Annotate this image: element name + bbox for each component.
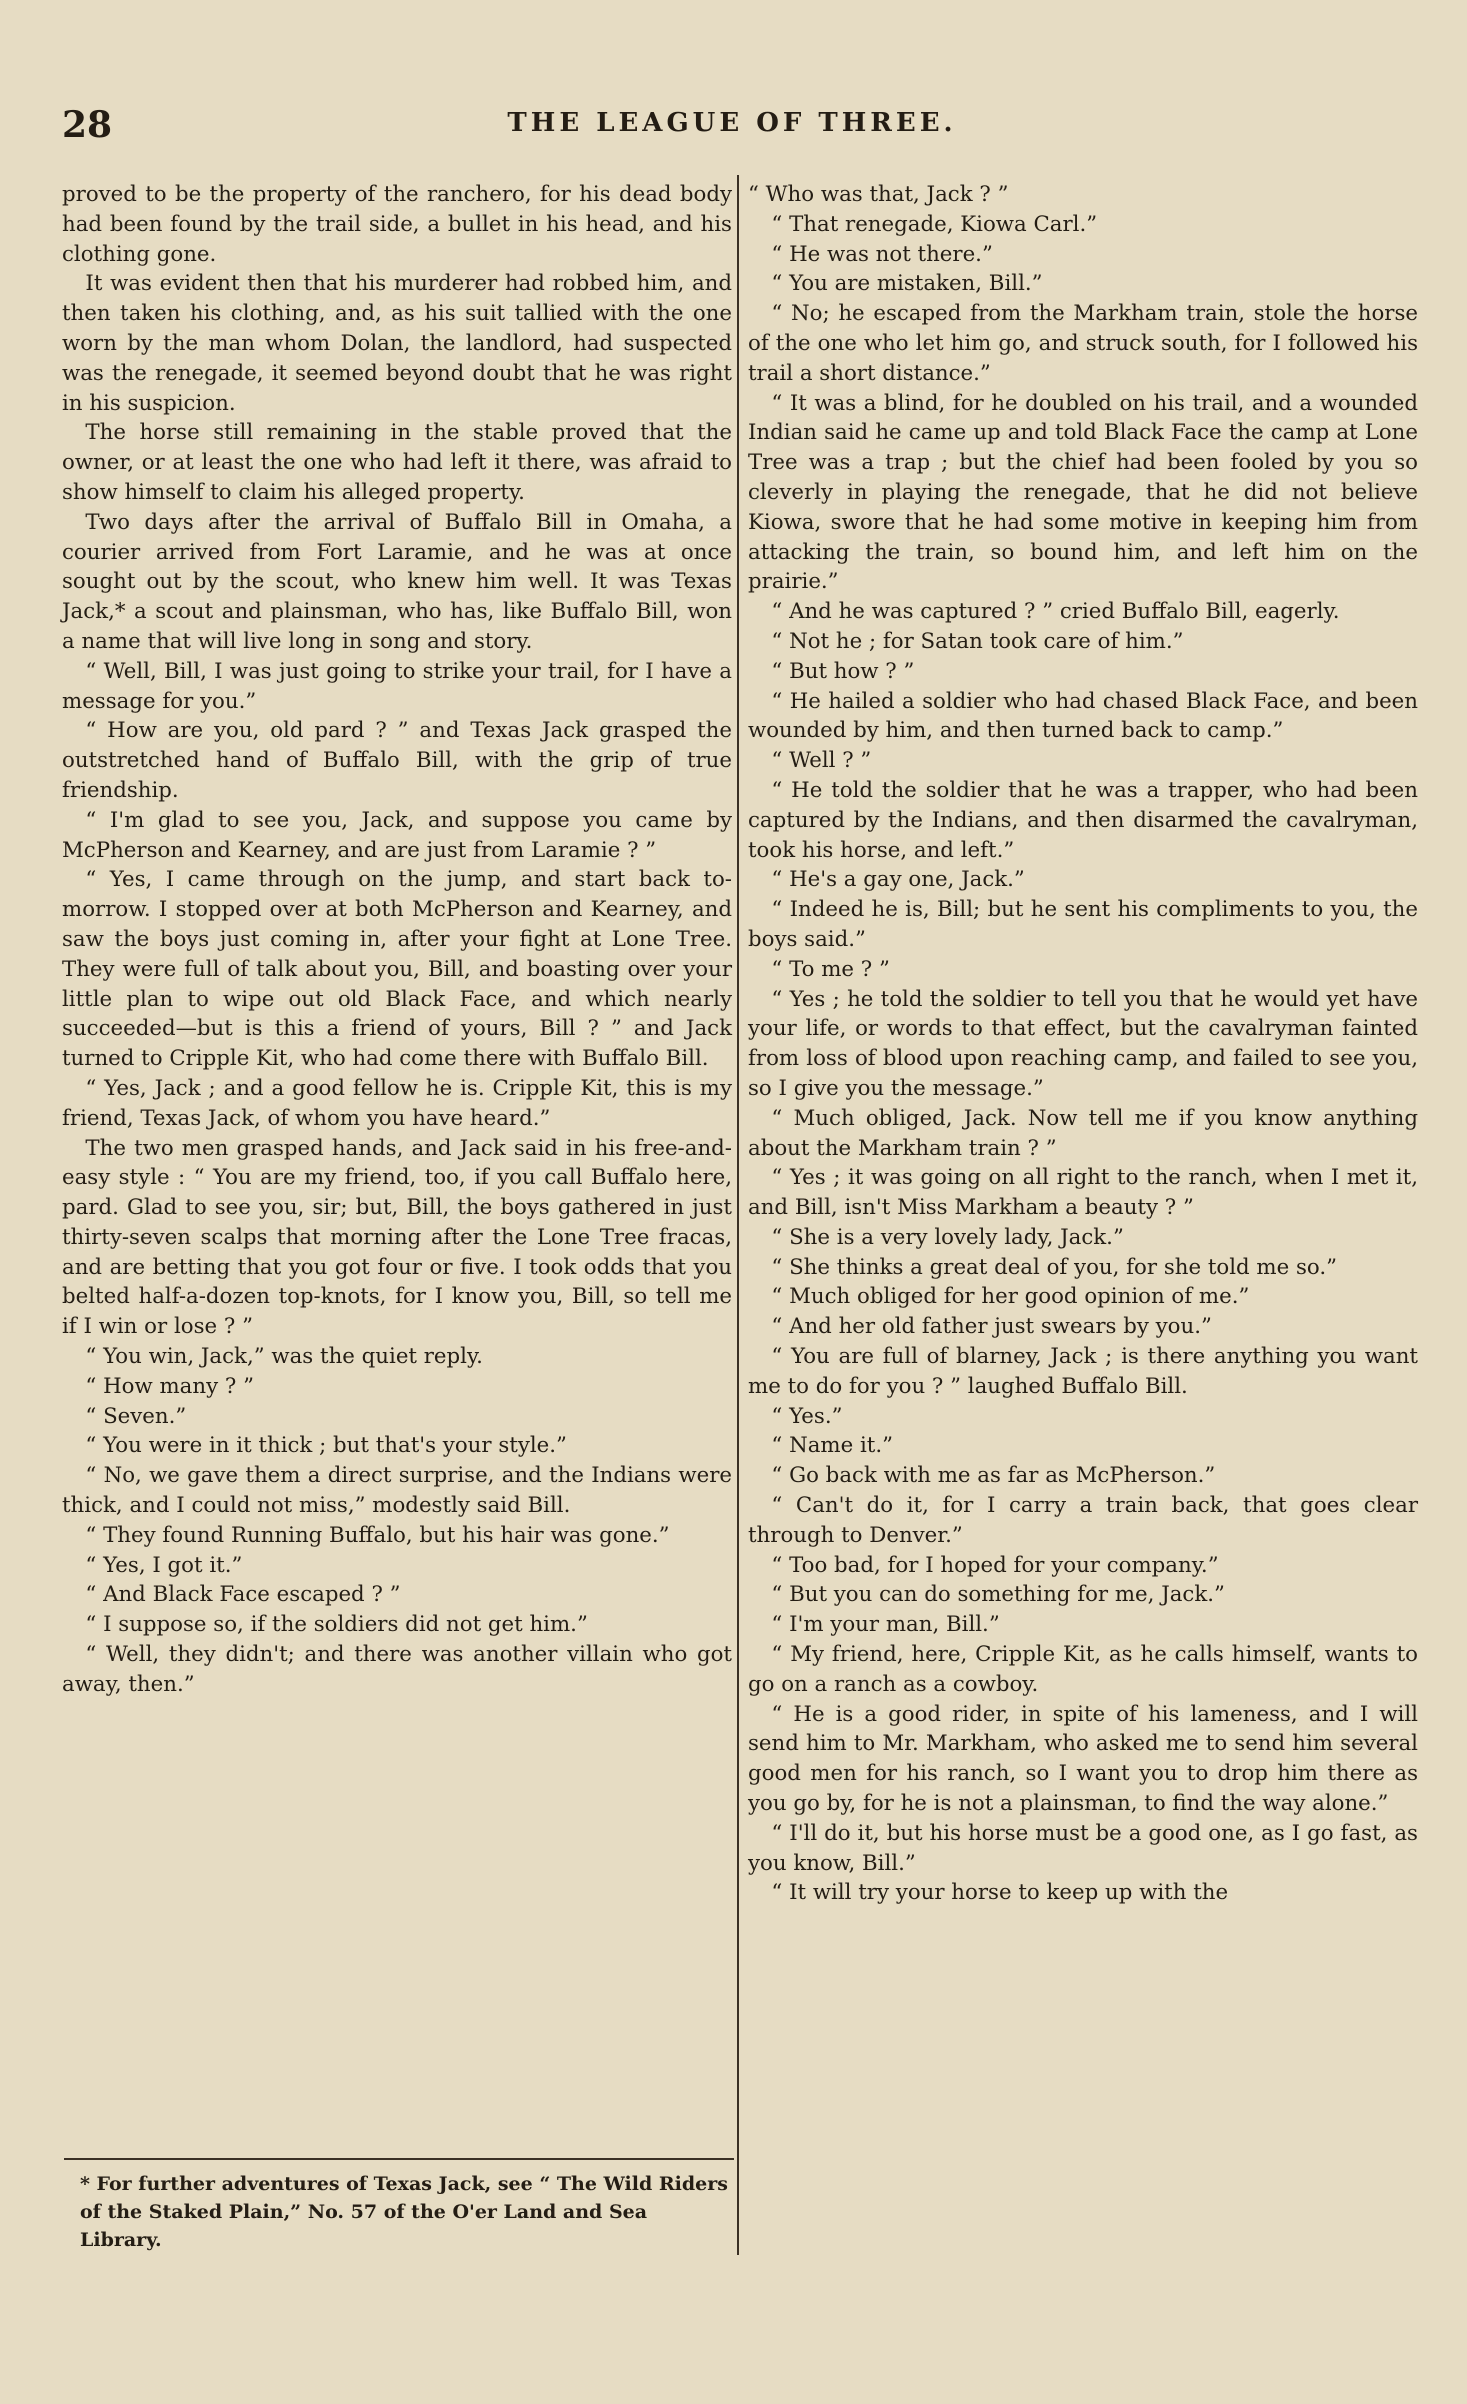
running-title: THE LEAGUE OF THREE.: [507, 108, 957, 138]
paragraph: “ Yes ; it was going on all right to the ranch, when I met it, and Bill, isn't Miss Markham a beauty ? ”: [748, 1165, 1418, 1221]
paragraph: “ Too bad, for I hoped for your company.”: [771, 1552, 1219, 1578]
paragraph: “ No, we gave them a direct surprise, and the Indians were thick, and I could not miss,” modestly said Bill.: [62, 1463, 732, 1519]
paragraph: “ He is a good rider, in spite of his lameness, and I will send him to Mr. Markham, who asked me to send him several good men for his ranch, so I want you to drop him there as you go by, for he is not a plainsman, to find the way alone.”: [748, 1701, 1418, 1817]
paragraph: “ She thinks a great deal of you, for she told me so.”: [771, 1254, 1338, 1280]
paragraph: “ You are mistaken, Bill.”: [771, 271, 1043, 297]
paragraph: “ Seven.”: [85, 1403, 187, 1429]
paragraph: “ He hailed a soldier who had chased Black Face, and been wounded by him, and then turned back to camp.”: [748, 688, 1418, 744]
paragraph: “ Yes ; he told the soldier to tell you that he would yet have your life, or words to that effect, but the cavalryman fainted from loss of blood upon reaching camp, and failed to see you, so I give you the message.”: [748, 986, 1418, 1101]
paragraph: “ I suppose so, if the soldiers did not get him.”: [85, 1612, 588, 1638]
paragraph: “ Not he ; for Satan took care of him.”: [771, 628, 1184, 654]
paragraph: “ How are you, old pard ? ” and Texas Jack grasped the outstretched hand of Buffalo Bill, with the grip of true friendship.: [62, 718, 732, 803]
paragraph: Two days after the arrival of Buffalo Bill in Omaha, a courier arrived from Fort Laramie, and he was at once sought out by the scout, who knew him well. It was Texas Jack,* a scout and plainsman, who has, like Buffalo Bill, won a name that will live long in song and story.: [62, 509, 732, 654]
paragraph: “ It will try your horse to keep up with the: [771, 1880, 1229, 1906]
paragraph: The horse still remaining in the stable proved that the owner, or at least the one who had left it there, was afraid to show himself to claim his alleged property.: [62, 420, 732, 505]
paragraph: “ Yes.”: [771, 1403, 843, 1429]
paragraph: “ She is a very lovely lady, Jack.”: [771, 1224, 1124, 1250]
paragraph: “ It was a blind, for he doubled on his trail, and a wounded Indian said he came up and told Black Face the camp at Lone Tree was a trap ; but the chief had been fooled by you so cleverly in playing the renegade, that he did not believe Kiowa, swore that he had some motive in keeping him from attacking the train, so bound him, and left him on the prairie.”: [748, 390, 1418, 595]
paragraph: “ Name it.”: [771, 1433, 894, 1459]
paragraph: “ And Black Face escaped ? ”: [85, 1582, 401, 1608]
footnote: * For further adventures of Texas Jack, see “ The Wild Riders of the Staked Plain,” No. 57 of the O'er Land and Sea Library.: [80, 2173, 728, 2251]
paragraph: “ I'm your man, Bill.”: [771, 1612, 1000, 1638]
paragraph: “ He's a gay one, Jack.”: [771, 867, 1025, 893]
paragraph: “ Well, they didn't; and there was another villain who got away, then.”: [62, 1642, 732, 1697]
paragraph: “ But you can do something for me, Jack.”: [771, 1582, 1225, 1608]
footnote-rule: [64, 2158, 734, 2160]
paragraph: “ And her old father just swears by you.”: [771, 1314, 1212, 1340]
paragraph: “ He was not there.”: [771, 241, 993, 267]
paragraph: “ No; he escaped from the Markham train, stole the horse of the one who let him go, and struck south, for I followed his trail a short distance.”: [748, 301, 1418, 386]
paragraph: “ Yes, Jack ; and a good fellow he is. Cripple Kit, this is my friend, Texas Jack, of whom you have heard.”: [62, 1075, 732, 1131]
paragraph: “ I'll do it, but his horse must be a good one, as I go fast, as you know, Bill.”: [748, 1820, 1418, 1876]
paragraph: “ And he was captured ? ” cried Buffalo Bill, eagerly.: [771, 599, 1340, 625]
paragraph: “ Go back with me as far as McPherson.”: [771, 1463, 1216, 1489]
paragraph: “ Well, Bill, I was just going to strike your trail, for I have a message for you.”: [62, 658, 732, 714]
paragraph: “ I'm glad to see you, Jack, and suppose you came by McPherson and Kearney, and are just from Laramie ? ”: [62, 807, 732, 863]
column-divider: [737, 175, 739, 2255]
paragraph: “ You are full of blarney, Jack ; is there anything you want me to do for you ? ” laughed Buffalo Bill.: [748, 1344, 1418, 1399]
paragraph: “ Well ? ”: [771, 748, 872, 774]
paragraph: “ Indeed he is, Bill; but he sent his compliments to you, the boys said.”: [748, 897, 1418, 952]
paragraph: The two men grasped hands, and Jack said in his free-and-easy style : “ You are my friend, too, if you call Buffalo here, pard. Glad to see you, sir; but, Bill, the boys gathered in just thirty-seven scalps that morning after the Lone Tree fracas, and are betting that you got four or five. I took odds that you belted half-a-dozen top-knots, for I know you, Bill, so tell me if I win or lose ? ”: [62, 1135, 732, 1340]
page-number: 28: [62, 104, 113, 146]
paragraph: “ Much obliged for her good opinion of me.”: [771, 1284, 1250, 1310]
paragraph: “ Yes, I came through on the jump, and start back to-morrow. I stopped over at both McPherson and Kearney, and saw the boys just coming in, after your fight at Lone Tree. They were full of talk about you, Bill, and boasting over your little plan to wipe out old Black Face, and which nearly succeeded—but is this a friend of yours, Bill ? ” and Jack turned to Cripple Kit, who had come there with Buffalo Bill.: [62, 867, 732, 1072]
paragraph: proved to be the property of the ranchero, for his dead body had been found by the trail side, a bullet in his head, and his clothing gone.: [62, 182, 732, 267]
paragraph: “ You were in it thick ; but that's your style.”: [85, 1433, 567, 1459]
paragraph: “ He told the soldier that he was a trapper, who had been captured by the Indians, and then disarmed the cavalryman, took his horse, and left.”: [748, 777, 1418, 863]
paragraph: It was evident then that his murderer had robbed him, and then taken his clothing, and, as his suit tallied with the one worn by the man whom Dolan, the landlord, had suspected was the renegade, it seemed beyond doubt that he was right in his suspicion.: [62, 271, 732, 416]
paragraph: “ Can't do it, for I carry a train back, that goes clear through to Denver.”: [748, 1493, 1418, 1548]
paragraph: “ My friend, here, Cripple Kit, as he calls himself, wants to go on a ranch as a cowboy.: [748, 1642, 1418, 1697]
paragraph: “ Yes, I got it.”: [85, 1552, 243, 1578]
page-header: [62, 104, 1402, 154]
paragraph: “ That renegade, Kiowa Carl.”: [771, 211, 1098, 237]
paragraph: “ To me ? ”: [771, 956, 890, 982]
paragraph: “ But how ? ”: [771, 658, 915, 684]
paragraph: “ You win, Jack,” was the quiet reply.: [85, 1344, 483, 1370]
paragraph: “ They found Running Buffalo, but his hair was gone.”: [85, 1522, 670, 1548]
left-column: [62, 180, 732, 1700]
right-column: [748, 180, 1418, 1908]
paragraph: “ How many ? ”: [85, 1373, 254, 1399]
paragraph: “ Who was that, Jack ? ”: [748, 182, 1009, 207]
paragraph: “ Much obliged, Jack. Now tell me if you know anything about the Markham train ? ”: [748, 1105, 1418, 1161]
